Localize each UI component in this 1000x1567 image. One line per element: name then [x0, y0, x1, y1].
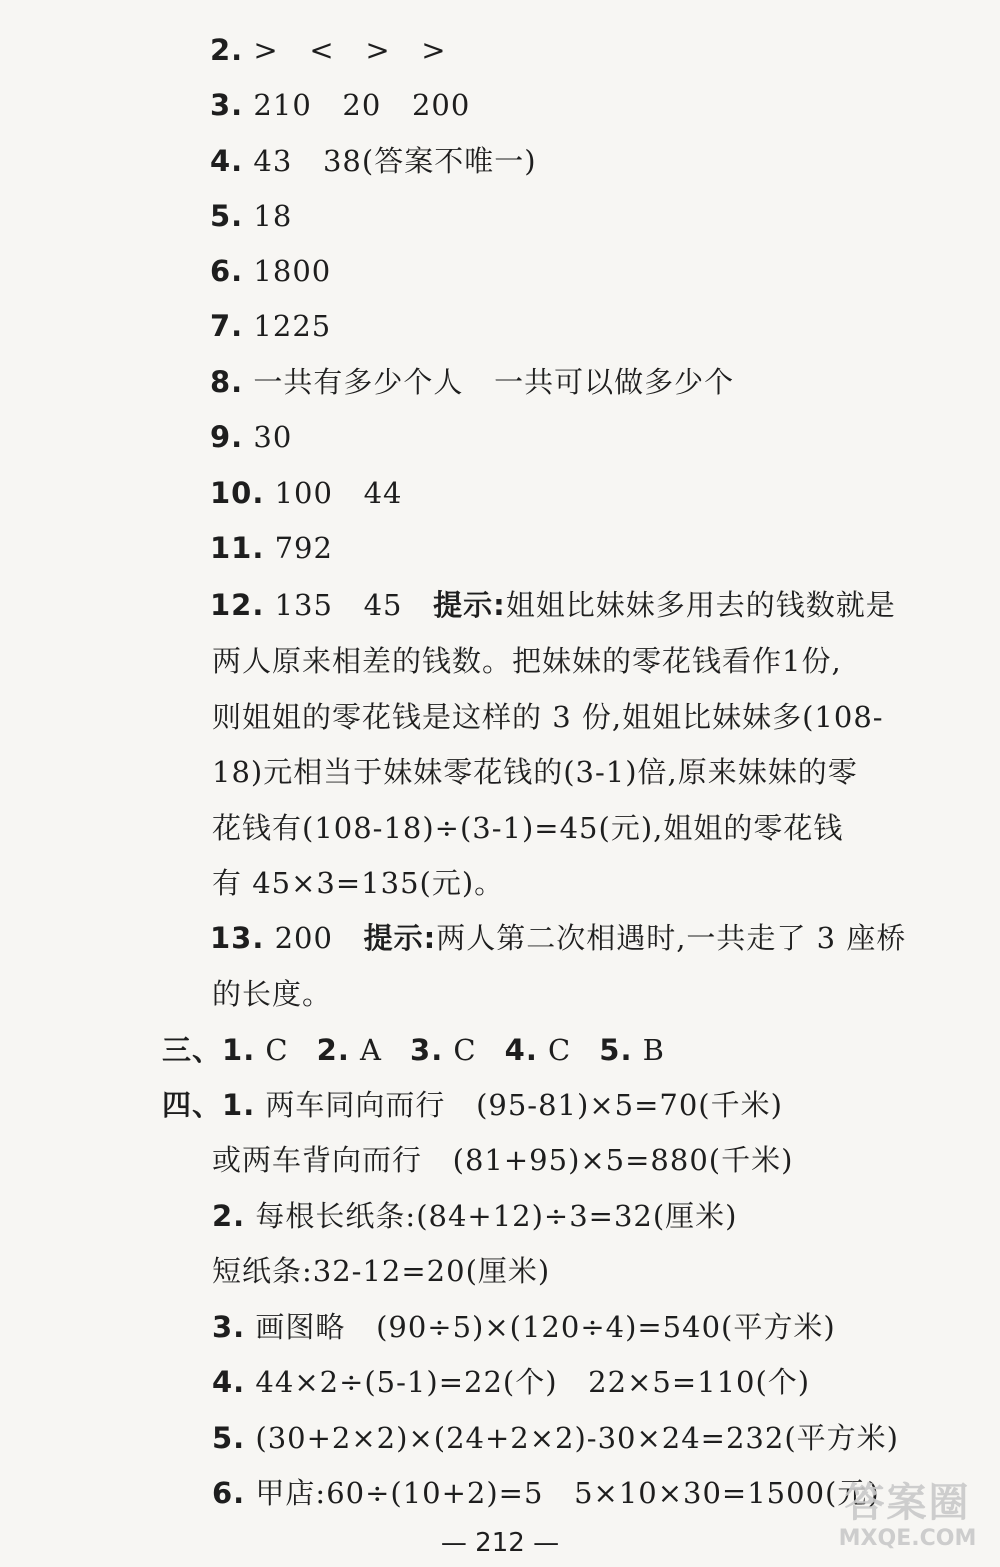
answer-12	[210, 585, 896, 625]
answer-number: 7.	[210, 309, 244, 343]
answer-2	[210, 30, 447, 70]
answer-text: 792	[264, 531, 333, 565]
section-label: 四、	[162, 1088, 223, 1122]
answer-text: 画图略 (90÷5)×(120÷4)=540(平方米)	[245, 1310, 836, 1344]
answer-choice: A	[349, 1033, 383, 1067]
section-4-q6	[212, 1473, 880, 1513]
answer-6	[210, 251, 331, 291]
answer-number: 6.	[212, 1476, 246, 1510]
answer-number: 4.	[210, 144, 244, 178]
answer-text: 43 38(答案不唯一)	[243, 144, 537, 178]
section-4-q3	[212, 1307, 836, 1347]
answer-number: 12.	[210, 588, 265, 622]
answer-text: 1800	[243, 254, 332, 288]
hint-line: 18)元相当于妹妹零花钱的(3-1)倍,原来妹妹的零	[212, 755, 858, 789]
hint-text: 姐姐比妹妹多用去的钱数就是	[505, 588, 896, 622]
answer-text: 1225	[243, 309, 332, 343]
hint-text: 两人第二次相遇时,一共走了 3 座桥	[436, 921, 907, 955]
section-3-answers	[162, 1030, 665, 1070]
answer-text: > < > >	[243, 33, 447, 67]
section-label: 三、	[162, 1033, 223, 1067]
answer-11	[210, 528, 333, 568]
answer-3	[210, 85, 470, 125]
section-4-q4	[212, 1362, 810, 1402]
answer-values: 135 45	[264, 588, 434, 622]
answer-5	[210, 196, 292, 236]
answer-number: 5.	[599, 1033, 633, 1067]
hint-line: 则姐姐的零花钱是这样的 3 份,姐姐比妹妹多(108-	[212, 700, 884, 734]
answer-choice: C	[443, 1033, 477, 1067]
answer-number: 5.	[212, 1421, 246, 1455]
section-4-q1	[162, 1085, 783, 1125]
answer-number: 13.	[210, 921, 265, 955]
watermark-logo	[820, 1480, 995, 1560]
answer-text: 或两车背向而行 (81+95)×5=880(千米)	[212, 1143, 794, 1177]
hint-line: 有 45×3=135(元)。	[212, 866, 505, 900]
answer-choice: B	[632, 1033, 665, 1067]
answer-text: 一共有多少个人 一共可以做多少个	[243, 365, 735, 399]
answer-number: 11.	[210, 531, 265, 565]
answer-number: 2.	[212, 1199, 246, 1233]
answer-text: 30	[243, 420, 293, 454]
answer-text: 两车同向而行 (95-81)×5=70(千米)	[255, 1088, 783, 1122]
answer-13	[210, 918, 906, 958]
section-4-q5	[212, 1418, 899, 1458]
answer-number: 6.	[210, 254, 244, 288]
answer-number: 8.	[210, 365, 244, 399]
answer-number: 9.	[210, 420, 244, 454]
answer-10	[210, 473, 403, 513]
answer-number: 3.	[212, 1310, 246, 1344]
answer-number: 1.	[222, 1088, 256, 1122]
answer-number: 2.	[210, 33, 244, 67]
answer-number: 10.	[210, 476, 265, 510]
answer-text: 每根长纸条:(84+12)÷3=32(厘米)	[245, 1199, 738, 1233]
page-number: — 212 —	[440, 1528, 560, 1558]
watermark-url: MXQE.COM	[838, 1526, 977, 1551]
hint-line: 花钱有(108-18)÷(3-1)=45(元),姐姐的零花钱	[212, 811, 844, 845]
answer-text: 甲店:60÷(10+2)=5 5×10×30=1500(元)	[245, 1476, 880, 1510]
answer-number: 2.	[316, 1033, 350, 1067]
answer-8	[210, 362, 734, 402]
answer-choice: C	[537, 1033, 572, 1067]
answer-text: 短纸条:32-12=20(厘米)	[212, 1254, 551, 1288]
answer-values: 200	[264, 921, 364, 955]
hint-label: 提示:	[363, 921, 437, 955]
answer-9	[210, 417, 292, 457]
hint-label: 提示:	[433, 588, 506, 622]
answer-4	[210, 141, 537, 181]
answer-text: 210 20 200	[243, 88, 471, 122]
section-4-q2	[212, 1196, 738, 1236]
answer-number: 5.	[210, 199, 244, 233]
watermark-text: 答案圈	[844, 1480, 971, 1526]
hint-line: 两人原来相差的钱数。把妹妹的零花钱看作1份,	[212, 644, 842, 678]
answer-text: 18	[243, 199, 293, 233]
answer-text: 44×2÷(5-1)=22(个) 22×5=110(个)	[245, 1365, 811, 1399]
answer-number: 1.	[222, 1033, 256, 1067]
answer-number: 3.	[410, 1033, 444, 1067]
hint-line: 的长度。	[212, 977, 333, 1011]
answer-choice: C	[255, 1033, 289, 1067]
answer-number: 4.	[212, 1365, 246, 1399]
answer-number: 3.	[210, 88, 244, 122]
answer-text: (30+2×2)×(24+2×2)-30×24=232(平方米)	[245, 1421, 899, 1455]
answer-7	[210, 306, 331, 346]
answer-number: 4.	[504, 1033, 538, 1067]
answer-text: 100 44	[264, 476, 403, 510]
